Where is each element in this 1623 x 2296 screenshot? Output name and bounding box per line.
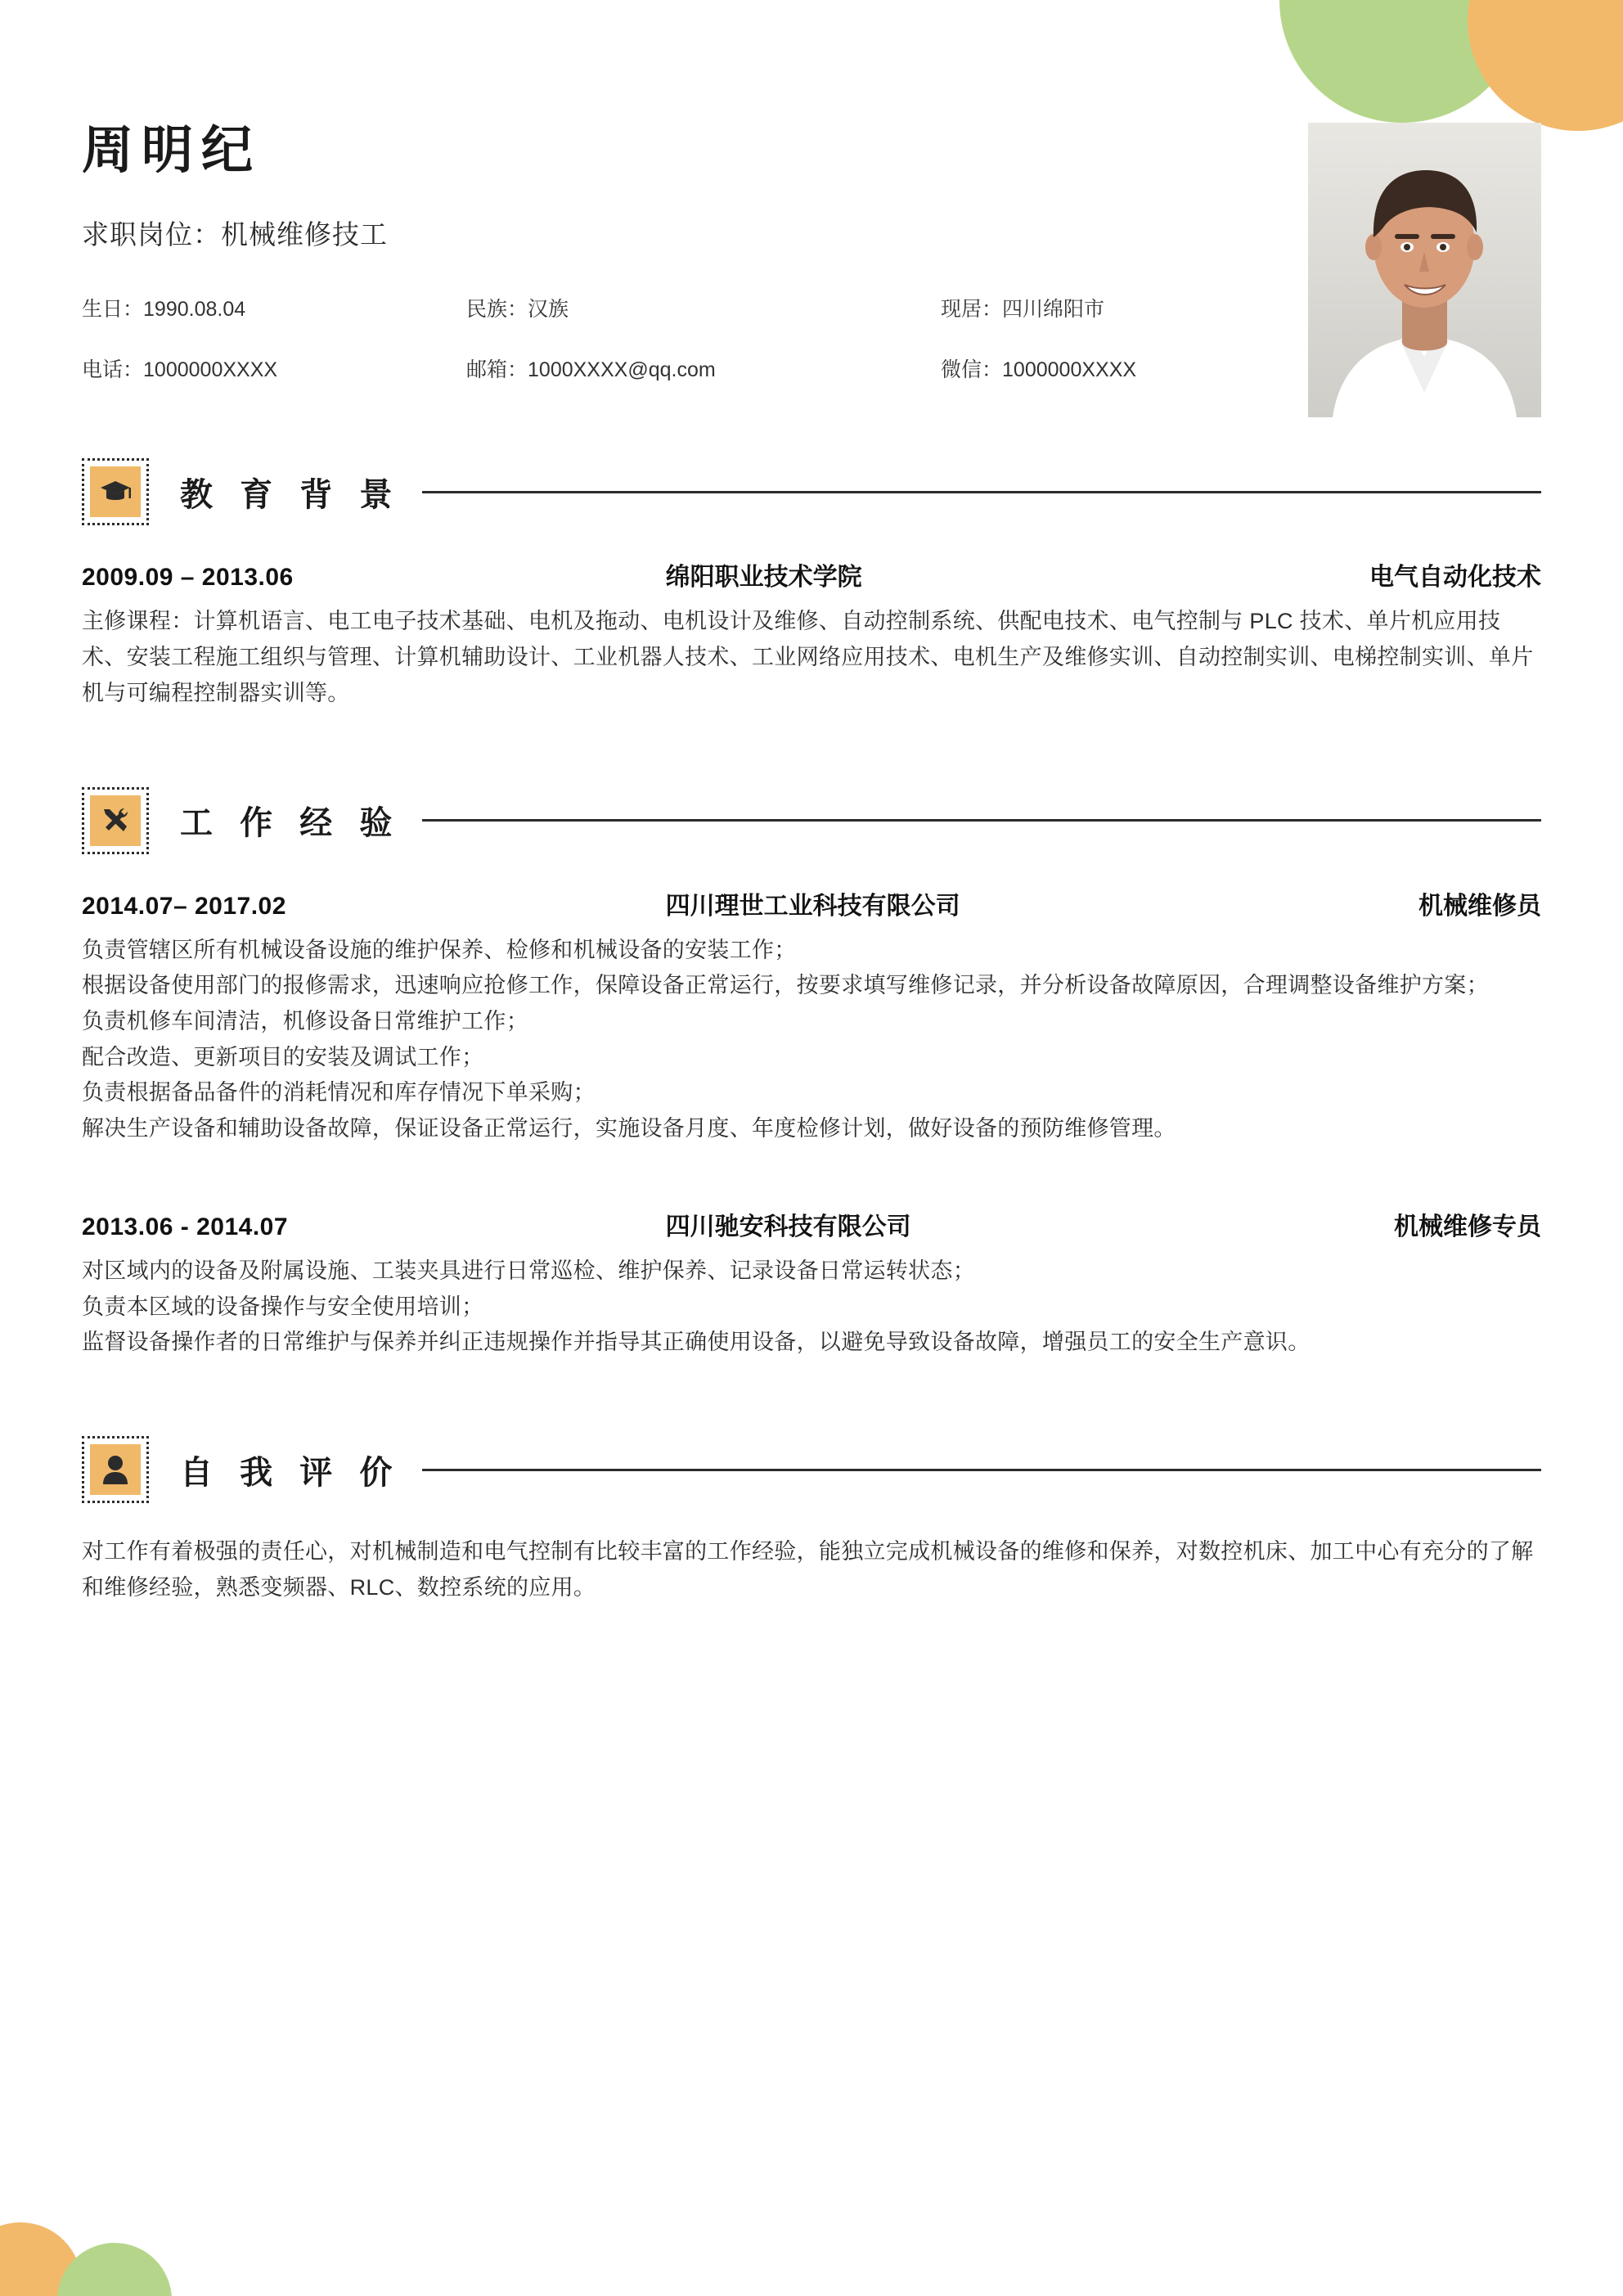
info-residence-label: 现居： <box>941 298 1003 322</box>
work-position: 机械维修员 <box>1418 892 1541 920</box>
education-major: 电气自动化技术 <box>1369 564 1541 592</box>
section-education <box>82 458 1541 711</box>
section-education-title: 教 育 背 景 <box>180 476 402 513</box>
work-duty-line: 解决生产设备和辅助设备故障，保证设备正常运行，实施设备月度、年度检修计划，做好设备的预防维修管理。 <box>82 1116 1176 1141</box>
work-duty-line: 对区域内的设备及附属设施、工装夹具进行日常巡检、维护保养、记录设备日常运转状态； <box>82 1258 975 1283</box>
person-icon-inner <box>90 1444 141 1495</box>
section-education-header <box>82 458 1541 525</box>
work-company: 四川驰安科技有限公司 <box>665 1213 911 1240</box>
info-ethnicity <box>466 293 941 322</box>
section-divider <box>422 491 1541 493</box>
info-phone-label: 电话： <box>82 358 144 382</box>
info-birthday <box>82 293 466 322</box>
info-wechat-label: 微信： <box>941 358 1003 382</box>
info-wechat-value: 1000000XXXX <box>1002 358 1137 382</box>
work-duty-line: 配合改造、更新项目的安装及调试工作； <box>82 1044 484 1069</box>
section-self-evaluation-title: 自 我 评 价 <box>180 1454 402 1491</box>
work-company: 四川理世工业科技有限公司 <box>665 892 960 920</box>
section-work-title: 工 作 经 验 <box>180 805 402 841</box>
section-self-evaluation-header <box>82 1436 1541 1503</box>
info-residence <box>941 293 1252 322</box>
info-birthday-label: 生日： <box>82 298 144 322</box>
tools-icon-inner <box>90 795 141 846</box>
decorative-blob-orange-bottom <box>0 2222 82 2296</box>
contact-info-grid <box>82 293 1252 383</box>
info-email-label: 邮箱： <box>466 358 528 382</box>
tools-icon <box>82 787 149 854</box>
info-ethnicity-value: 汉族 <box>528 298 569 322</box>
work-duty-line: 根据设备使用部门的报修需求，迅速响应抢修工作，保障设备正常运行，按要求填写维修记录，并分析设备故障原因，合理调整设备维护方案； <box>82 973 1489 998</box>
self-evaluation-line: 对工作有着极强的责任心，对机械制造和电气控制有比较丰富的工作经验，能独立完成机械设备的维修和保养，对数控机床、加工中心有充分的了解和维修经验，熟悉变频器、RLC、数控系统的应用。 <box>82 1539 1534 1600</box>
education-date: 2009.09 – 2013.06 <box>82 564 294 592</box>
resume-header <box>82 0 1541 383</box>
info-birthday-value: 1990.08.04 <box>143 298 246 322</box>
graduation-cap-icon <box>82 458 149 525</box>
education-entry-row <box>82 556 1541 592</box>
work-duties <box>82 1254 1541 1361</box>
self-evaluation-text <box>82 1534 1541 1605</box>
work-date: 2013.06 - 2014.07 <box>82 1213 289 1240</box>
section-work-header <box>82 787 1541 854</box>
section-divider <box>422 819 1541 822</box>
work-duty-line: 监督设备操作者的日常维护与保养并纠正违规操作并指导其正确使用设备，以避免导致设备故障，增强员工的安全生产意识。 <box>82 1330 1311 1355</box>
page-title: 周明纪 <box>82 122 261 179</box>
info-wechat <box>941 353 1252 383</box>
work-duty-line: 负责本区域的设备操作与安全使用培训； <box>82 1294 484 1319</box>
work-duties <box>82 933 1541 1147</box>
work-entry-row <box>82 885 1541 921</box>
info-ethnicity-label: 民族： <box>466 298 528 322</box>
work-entry <box>82 885 1541 1147</box>
decorative-blob-green-bottom <box>57 2243 172 2296</box>
info-phone-value: 1000000XXXX <box>143 358 278 382</box>
info-residence-value: 四川绵阳市 <box>1002 298 1105 322</box>
person-icon <box>82 1436 149 1503</box>
education-courses-line: 主修课程：计算机语言、电工电子技术基础、电机及拖动、电机设计及维修、自动控制系统、供配电技术、电气控制与 PLC 技术、单片机应用技术、安装工程施工组织与管理、计算机辅助设计、工业机器人技术、工业网络应用技术、电机生产及维修实训、自动控制实训、电梯控制实训、单片机与可编程控制器实训等。 <box>82 609 1534 705</box>
work-position: 机械维修专员 <box>1393 1213 1541 1240</box>
work-duty-line: 负责根据备品备件的消耗情况和库存情况下单采购； <box>82 1080 596 1105</box>
education-courses <box>82 604 1541 711</box>
education-school: 绵阳职业技术学院 <box>665 564 862 592</box>
work-duty-line: 负责管辖区所有机械设备设施的维护保养、检修和机械设备的安装工作； <box>82 937 797 962</box>
job-target: 求职岗位：机械维修技工 <box>82 219 388 250</box>
section-work-experience <box>82 787 1541 1362</box>
info-email-value: 1000XXXX@qq.com <box>528 358 716 382</box>
section-self-evaluation <box>82 1436 1541 1605</box>
section-divider <box>422 1469 1541 1471</box>
work-entry-row <box>82 1206 1541 1242</box>
work-date: 2014.07– 2017.02 <box>82 892 286 920</box>
work-entry <box>82 1206 1541 1361</box>
education-entry <box>82 556 1541 711</box>
work-duty-line: 负责机修车间清洁，机修设备日常维护工作； <box>82 1008 528 1033</box>
avatar <box>1308 123 1541 417</box>
info-phone <box>82 353 466 383</box>
info-email <box>466 353 941 383</box>
graduation-cap-icon-inner <box>90 466 141 517</box>
